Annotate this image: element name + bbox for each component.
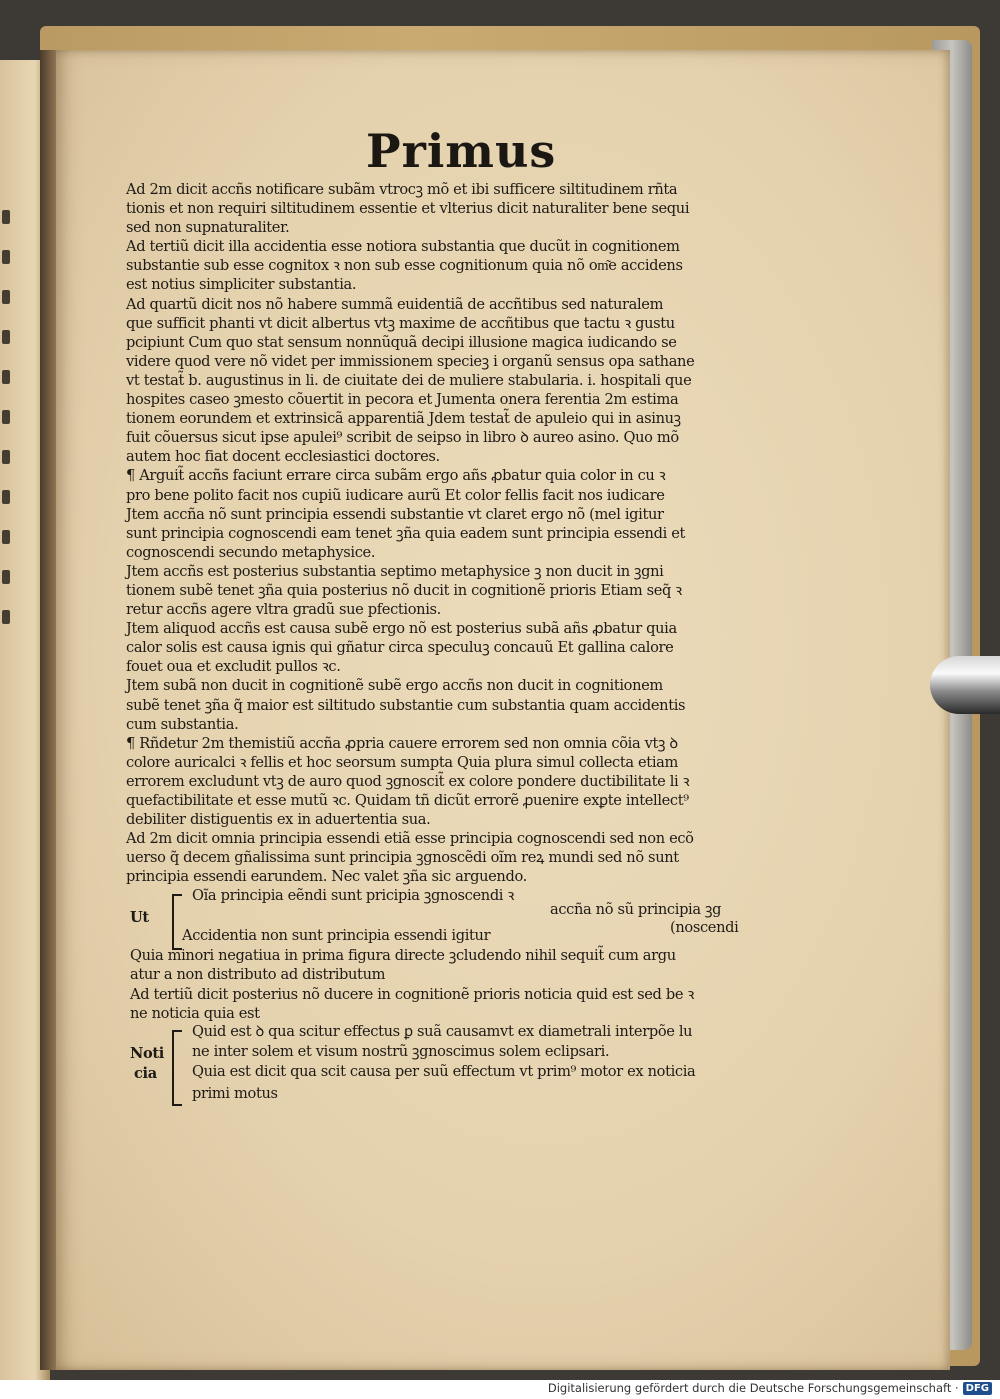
text-line: Jtem aliquod accñs est causa subẽ ergo nõ est posterius subã añs ꝓbatur quia [126,620,677,638]
after-line: atur a non distributo ad distributum [130,966,386,984]
body-text [126,180,756,886]
text-line: Ad 2m dicit accñs notificare subãm vtrocꝫ mõ et ibi sufficere siltitudinem rñta [126,181,678,198]
text-line: ¶ Arguit̃ accñs faciunt errare circa subãm ergo añs ꝓbatur quia color in cu ꝛ [126,467,666,485]
text-line: ¶ Rñdetur 2m themistiũ accña ꝓpria cauere errorem sed non omnia cõia vtꝫ ꝺ [126,734,678,752]
text-line: Ad 2m dicit omnia principia essendi etiã esse principia cognoscendi sed non ecõ [126,830,694,848]
text-line: hospites caseo ꝫmesto cõuertit in pecora et Jumenta onera ferentia 2m estima [126,391,679,409]
footer-text: Digitalisierung gefördert durch die Deutsche Forschungsgemeinschaft · [547,1381,959,1395]
text-line: uerso q̃ decem gñalissima sunt principia ꝫgnoscẽdi oĩm reꝝ mundi sed nõ sunt [126,849,679,867]
text-line: sunt principia cognoscendi eam tenet ꝫña quia eadem sunt principia essendi et [126,524,686,542]
text-line: pro bene polito facit nos cupiũ iudicare aurũ Et color fellis facit nos iudicare [126,486,665,504]
after-line: Ad tertiũ dicit posterius nõ ducere in cognitionẽ prioris noticia quid est sed be ꝛ [130,985,694,1003]
text-line: Jtem accña nõ sunt principia essendi substantie vt claret ergo nõ (mel igitur [126,505,664,523]
text-line: tionem subẽ tenet ꝫña quia posterius nõ ducit in cognitionẽ prioris Etiam seq̃ ꝛ [126,581,682,599]
syllogism-ut: Ut [130,909,149,926]
text-line: fuit cõuersus sicut ipse apulei⁹ scribit de seipso in libro ꝺ aureo asino. Quo mõ [126,429,679,447]
syllogism-major: Oĩa principia eẽndi sunt pricipia ꝫgnoscendi ꝛ [192,887,514,904]
text-line: tionis et non requiri siltitudinem essentie et vlterius dicit naturaliter bene sequi [126,200,690,218]
text-line: vt testat̃ b. augustinus in li. de ciuitate dei de muliere stabularia. i. hospitali que [126,371,692,389]
text-line: videre quod vere nõ videt per immissionem specieꝫ i organũ sensus opa sathane [126,352,695,370]
text-line: quefactibilitate et esse mutũ ꝛc. Quidam tñ dicũt errorẽ ꝓuenire exꝑte intellect⁹ [126,792,689,809]
text-line: retur accñs agere vltra gradũ sue pfectionis. [126,601,441,619]
after-line: ne noticia quia est [130,1005,260,1023]
text-line: Ad tertiũ dicit illa accidentia esse notiora substantia que ducũt in cognitionem [126,238,680,256]
page-header: Primus [366,124,557,178]
text-line: colore auricalci ꝛ fellis et hoc seorsum sumpta Quia plura simul collecta etiam [126,753,678,771]
after-line: Quia minori negatiua in prima figura directe ꝫcludendo nihil sequit̃ cum argu [130,947,676,964]
text-line: subẽ tenet ꝫña q̃ maior est siltitudo substantie cum substantia quam accidentis [126,696,686,714]
syllogism-minor: Accidentia non sunt principia essendi igitur [182,927,491,944]
notitia-label-top: Noti [130,1045,164,1062]
syllogism-bracket [172,894,182,950]
text-line: debiliter distiguentis ex in aduertentia sua. [126,811,431,829]
text-line: autem hoc fiat docent ecclesiastici doctores. [126,448,440,466]
after-syllogism-text [130,946,770,1024]
dfg-logo: DFG [963,1382,992,1395]
text-line: tionem eorundem et extrinsicã apparentiã Jdem testat̃ de apuleio qui in asinuꝫ [126,410,681,428]
text-line: cognoscendi secundo metaphysice. [126,543,376,561]
notitia-line-1: Quid est ꝺ qua scitur effectus ꝑ suã causamvt ex diametrali interpõe lu [192,1023,693,1040]
notitia-label-bottom: cia [134,1065,157,1082]
text-line: fouet oua et excludit pullos ꝛc. [126,658,341,676]
text-line: pcipiunt Cum quo stat sensum nonnũquã decipi illusione magica iudicando se [126,333,677,351]
text-line: substantie sub esse cognitox ꝛ non sub esse cognitionum quia nõ om͂e accidens [126,257,683,275]
page-gutter [40,50,56,1370]
notitia-line-3: Quia est dicit qua scit causa per suũ effectum vt prim⁹ motor ex noticia [192,1063,696,1080]
notitia-line-4: primi motus [192,1085,278,1102]
text-line: que sufficit phanti vt dicit albertus vtꝫ maxime de accñtibus que tactu ꝛ gustu [126,314,675,332]
text-line: Jtem subã non ducit in cognitionẽ subẽ ergo accñs non ducit in cognitionem [126,677,663,695]
text-line: sed non supnaturaliter. [126,219,290,237]
text-line: Jtem accñs est posterius substantia septimo metaphysice ꝫ non ducit in ꝫgni [126,562,664,580]
text-line: Ad quartũ dicit nos nõ habere summã euidentiã de accñtibus sed naturalem [126,295,664,313]
notitia-bracket [172,1030,182,1106]
text-line: calor solis est causa ignis qui gñatur circa speculuꝫ concauũ Et gallina calore [126,639,674,657]
text-line: principia essendi earundem. Nec valet ꝫña sic arguendo. [126,868,527,886]
footer [548,1379,992,1397]
notitia-line-2: ne inter solem et visum nostrũ ꝫgnoscimus solem eclipsari. [192,1043,610,1060]
previous-page-marks [2,210,16,650]
page-clamp [930,656,1000,714]
syllogism-conclusion-a: accña nõ sũ principia ꝫg [550,901,722,918]
text-line: errorem excludunt vtꝫ de auro quod ꝫgnoscit̃ ex colore pondere ductibilitate li ꝛ [126,772,690,790]
text-line: cum substantia. [126,715,239,733]
text-line: est notius simpliciter substantia. [126,276,357,294]
syllogism-conclusion-b: (noscendi [670,919,739,936]
